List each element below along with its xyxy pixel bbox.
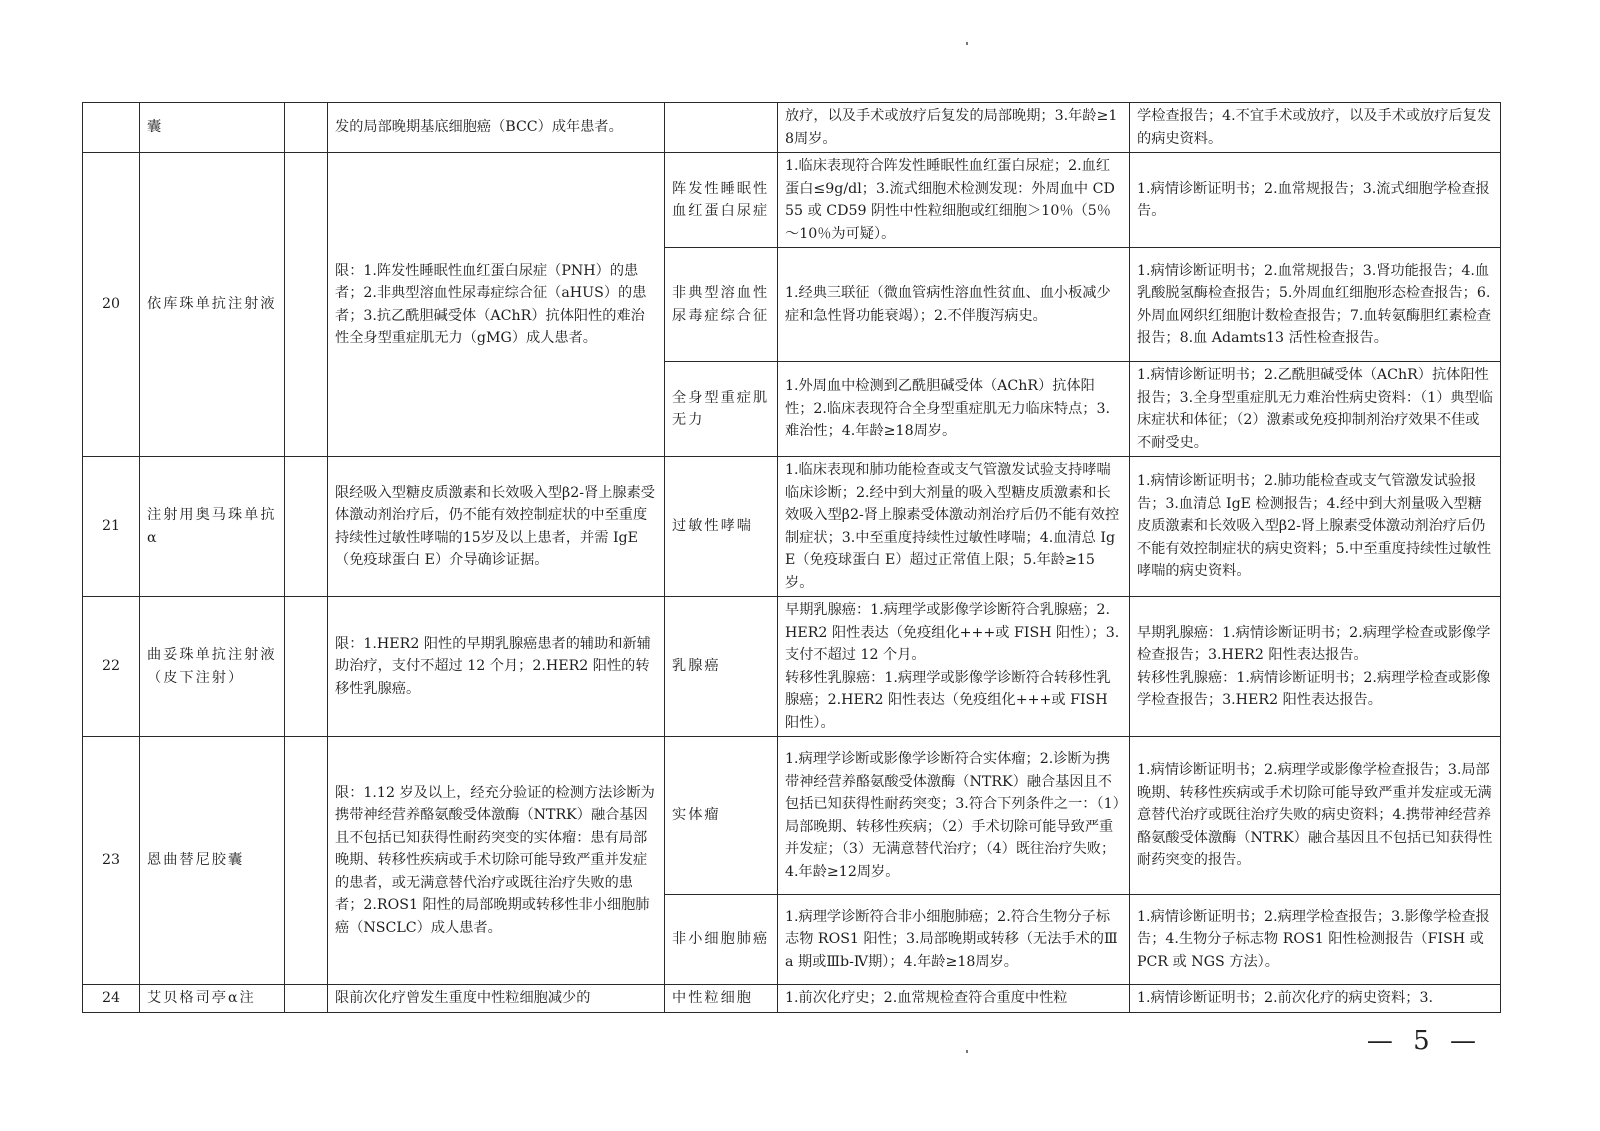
criteria-cell xyxy=(778,153,1130,248)
blank-cell xyxy=(285,457,328,597)
payment-scope-cell: 限经吸入型糖皮质激素和长效吸入型β2-肾上腺素受体激动剂治疗后，仍不能有效控制症状的中至重度持续性过敏性哮喘的15岁及以上患者，并需 IgE（免疫球蛋白 E）介导确诊证据。 xyxy=(328,457,665,597)
criteria-cell xyxy=(778,248,1130,362)
criteria-text: 1.病理学诊断或影像学诊断符合实体瘤；2.诊断为携带神经营养酪氨酸受体激酶（NTRK）融合基因且不包括已知获得性耐药突变；3.符合下列条件之一：（1）局部晚期、转移性疾病；（2）手术切除可能导致严重并发症；（3）无满意替代治疗；（4）既往治疗失败；4.年龄≥12周岁。 xyxy=(785,751,1120,880)
criteria-text: 放疗，以及手术或放疗后复发的局部晚期；3.年龄≥18周岁。 xyxy=(785,108,1118,147)
row-number-cell: 23 xyxy=(83,737,140,985)
criteria-text: 1.临床表现和肺功能检查或支气管激发试验支持哮喘临床诊断；2.经中到大剂量的吸入型糖皮质激素和长效吸入型β2-肾上腺素受体激动剂治疗后仍不能有效控制症状；3.中至重度持续性过敏性哮喘；4.血清总 IgE（免疫球蛋白 E）超过正常值上限；5.年龄≥15岁。 xyxy=(785,462,1120,591)
criteria-cell xyxy=(778,597,1130,737)
materials-cell xyxy=(1130,248,1501,362)
blank-cell xyxy=(285,985,328,1013)
disease-name-cell: 乳腺癌 xyxy=(665,597,778,737)
materials-cell xyxy=(1130,153,1501,248)
blank-cell xyxy=(285,153,328,457)
materials-cell xyxy=(1130,895,1501,985)
criteria-text: 1.外周血中检测到乙酰胆碱受体（AChR）抗体阳性；2.临床表现符合全身型重症肌无力临床特点；3.难治性；4.年龄≥18周岁。 xyxy=(785,378,1111,440)
drug-table xyxy=(82,102,1501,1013)
table-row xyxy=(83,985,1501,1013)
blank-cell xyxy=(285,103,328,153)
criteria-cell xyxy=(778,103,1130,153)
materials-cell xyxy=(1130,737,1501,895)
drug-name-cell: 曲妥珠单抗注射液（皮下注射） xyxy=(140,597,285,737)
materials-text: 1.病情诊断证明书；2.病理学或影像学检查报告；3.局部晚期、转移性疾病或手术切除可能导致严重并发症或无满意替代治疗或既往治疗失败的病史资料；4.携带神经营养酪氨酸受体激酶（NTRK）融合基因且不包括已知获得性耐药突变的报告。 xyxy=(1137,762,1493,869)
disease-name-cell: 阵发性睡眠性血红蛋白尿症 xyxy=(665,153,778,248)
criteria-text: 1.临床表现符合阵发性睡眠性血红蛋白尿症；2.血红蛋白≤9g/dl；3.流式细胞术检测发现：外周血中 CD55 或 CD59 阴性中性粒细胞或红细胞＞10％（5％～10％为可疑）。 xyxy=(785,158,1115,242)
materials-cell xyxy=(1130,985,1501,1013)
table-row xyxy=(83,597,1501,737)
materials-text: 1.病情诊断证明书；2.血常规报告；3.肾功能报告；4.血乳酸脱氢酶检查报告；5.外周血红细胞形态检查报告；6.外周血网织红细胞计数检查报告；7.血转氨酶胆红素检查报告；8.血 Adamts13 活性检查报告。 xyxy=(1137,262,1492,346)
materials-text: 1.病情诊断证明书；2.血常规报告；3.流式细胞学检查报告。 xyxy=(1137,180,1490,219)
drug-table-body xyxy=(83,103,1501,1013)
row-number-cell xyxy=(83,103,140,153)
table-row xyxy=(83,153,1501,248)
payment-scope-cell: 限前次化疗曾发生重度中性粒细胞减少的 xyxy=(328,985,665,1013)
materials-text: 1.病情诊断证明书；2.肺功能检查或支气管激发试验报告；3.血清总 IgE 检测报告；4.经中到大剂量吸入型糖皮质激素和长效吸入型β2-肾上腺素受体激动剂治疗后仍不能有效控制症状的病史资料；5.中至重度持续性过敏性哮喘的病史资料。 xyxy=(1137,473,1492,580)
materials-cell xyxy=(1130,362,1501,457)
materials-text: 1.病情诊断证明书；2.病理学检查报告；3.影像学检查报告；4.生物分子标志物 ROS1 阳性检测报告（FISH 或 PCR 或 NGS 方法）。 xyxy=(1137,908,1490,970)
criteria-cell xyxy=(778,457,1130,597)
disease-name-cell: 过敏性哮喘 xyxy=(665,457,778,597)
criteria-text: 早期乳腺癌：1.病理学或影像学诊断符合乳腺癌；2.HER2 阳性表达（免疫组化+++或 FISH 阳性）；3.支付不超过 12 个月。 xyxy=(785,602,1120,663)
disease-name-cell: 中性粒细胞 xyxy=(665,985,778,1013)
row-number-cell: 24 xyxy=(83,985,140,1013)
disease-name-cell: 实体瘤 xyxy=(665,737,778,895)
materials-text: 1.病情诊断证明书；2.前次化疗的病史资料；3. xyxy=(1137,990,1433,1006)
row-number-cell: 21 xyxy=(83,457,140,597)
criteria-cell xyxy=(778,737,1130,895)
criteria-cell xyxy=(778,895,1130,985)
drug-name-cell: 艾贝格司亭α注 xyxy=(140,985,285,1013)
table-row xyxy=(83,103,1501,153)
row-number-cell: 20 xyxy=(83,153,140,457)
blank-cell xyxy=(285,597,328,737)
criteria-text: 1.病理学诊断符合非小细胞肺癌；2.符合生物分子标志物 ROS1 阳性；3.局部晚期或转移（无法手术的Ⅲa 期或Ⅲb-Ⅳ期）；4.年龄≥18周岁。 xyxy=(785,908,1118,970)
payment-scope-cell: 发的局部晚期基底细胞癌（BCC）成年患者。 xyxy=(328,103,665,153)
drug-name-cell: 恩曲替尼胶囊 xyxy=(140,737,285,985)
table-row xyxy=(83,457,1501,597)
materials-cell xyxy=(1130,457,1501,597)
payment-scope-cell: 限：1.阵发性睡眠性血红蛋白尿症（PNH）的患者；2.非典型溶血性尿毒症综合征（aHUS）的患者；3.抗乙酰胆碱受体（AChR）抗体阳性的难治性全身型重症肌无力（gMG）成人患者。 xyxy=(328,153,665,457)
criteria-cell xyxy=(778,985,1130,1013)
payment-scope-cell: 限：1.HER2 阳性的早期乳腺癌患者的辅助和新辅助治疗，支付不超过 12 个月；2.HER2 阳性的转移性乳腺癌。 xyxy=(328,597,665,737)
criteria-text: 1.前次化疗史；2.血常规检查符合重度中性粒 xyxy=(785,990,1068,1006)
materials-cell xyxy=(1130,103,1501,153)
materials-text: 学检查报告；4.不宜手术或放疗，以及手术或放疗后复发的病史资料。 xyxy=(1137,108,1492,147)
table-row xyxy=(83,737,1501,895)
materials-text: 转移性乳腺癌：1.病情诊断证明书；2.病理学检查或影像学检查报告；3.HER2 阳性表达报告。 xyxy=(1137,669,1491,708)
materials-text: 早期乳腺癌：1.病情诊断证明书；2.病理学检查或影像学检查报告；3.HER2 阳性表达报告。 xyxy=(1137,624,1491,663)
drug-name-cell: 囊 xyxy=(140,103,285,153)
criteria-text: 1.经典三联征（微血管病性溶血性贫血、血小板减少症和急性肾功能衰竭）；2.不伴腹泻病史。 xyxy=(785,285,1111,324)
drug-name-cell: 注射用奥马珠单抗α xyxy=(140,457,285,597)
materials-cell xyxy=(1130,597,1501,737)
disease-name-cell xyxy=(665,103,778,153)
blank-cell xyxy=(285,737,328,985)
scan-speck xyxy=(966,1050,968,1053)
page-number: — 5 — xyxy=(1366,1026,1482,1056)
payment-scope-cell: 限：1.12 岁及以上，经充分验证的检测方法诊断为携带神经营养酪氨酸受体激酶（NTRK）融合基因且不包括已知获得性耐药突变的实体瘤：患有局部晚期、转移性疾病或手术切除可能导致严重并发症的患者，或无满意替代治疗或既往治疗失败的患者；2.ROS1 阳性的局部晚期或转移性非小细胞肺癌（NSCLC）成人患者。 xyxy=(328,737,665,985)
criteria-cell xyxy=(778,362,1130,457)
scan-speck xyxy=(966,42,968,45)
disease-name-cell: 非典型溶血性尿毒症综合征 xyxy=(665,248,778,362)
drug-name-cell: 依库珠单抗注射液 xyxy=(140,153,285,457)
disease-name-cell: 非小细胞肺癌 xyxy=(665,895,778,985)
row-number-cell: 22 xyxy=(83,597,140,737)
criteria-text: 转移性乳腺癌：1.病理学或影像学诊断符合转移性乳腺癌；2.HER2 阳性表达（免疫组化+++或 FISH 阳性）。 xyxy=(785,669,1111,731)
materials-text: 1.病情诊断证明书；2.乙酰胆碱受体（AChR）抗体阳性报告；3.全身型重症肌无力难治性病史资料：（1）典型临床症状和体征；（2）激素或免疫抑制剂治疗效果不佳或不耐受史。 xyxy=(1137,367,1493,451)
disease-name-cell: 全身型重症肌无力 xyxy=(665,362,778,457)
